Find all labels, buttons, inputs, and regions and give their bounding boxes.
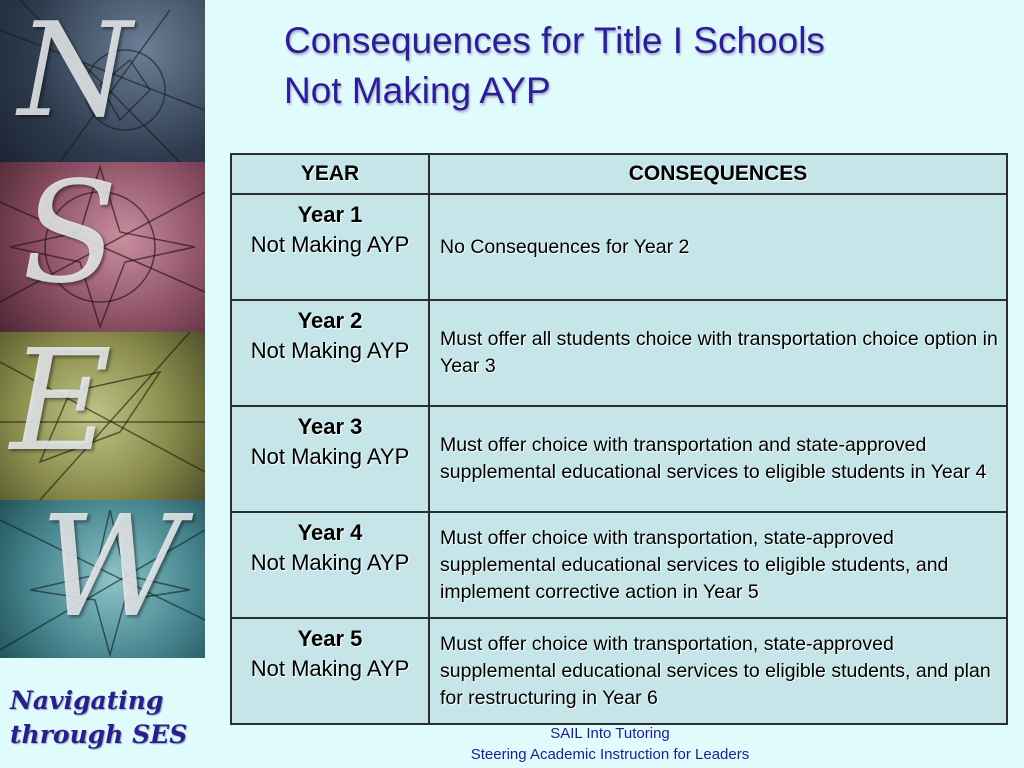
- header-consequences: CONSEQUENCES: [429, 154, 1007, 194]
- table-row: [231, 512, 1007, 618]
- year-cell: [231, 618, 429, 724]
- letter-n: N: [18, 0, 132, 146]
- title-line-1: Consequences for Title I Schools: [284, 20, 825, 61]
- compass-strip: [0, 0, 205, 658]
- footer: [400, 723, 820, 765]
- year-status: Not Making AYP: [250, 444, 410, 469]
- year-label: Year 5: [297, 626, 363, 651]
- compass-panel-north: [0, 0, 205, 162]
- year-label: Year 4: [297, 520, 363, 545]
- consequences-table: [230, 153, 1008, 725]
- year-cell: [231, 300, 429, 406]
- consequence-cell: Must offer choice with transportation, state-approved supplemental educational services to eligible students, and plan for restructuring in Year 6: [429, 618, 1007, 724]
- table-row: [231, 194, 1007, 300]
- letter-s: S: [22, 162, 118, 315]
- tagline-line-1: Navigating: [10, 686, 164, 715]
- year-status: Not Making AYP: [250, 338, 410, 363]
- header-year: YEAR: [231, 154, 429, 194]
- compass-panel-east: [0, 332, 205, 500]
- letter-w: W: [40, 500, 184, 649]
- tagline: [10, 684, 200, 752]
- compass-panel-west: [0, 500, 205, 658]
- consequence-cell: Must offer all students choice with transportation choice option in Year 3: [429, 300, 1007, 406]
- table-row: [231, 618, 1007, 724]
- letter-e: E: [10, 332, 113, 483]
- consequence-cell: No Consequences for Year 2: [429, 194, 1007, 300]
- year-label: Year 1: [297, 202, 363, 227]
- tagline-line-2: through SES: [10, 720, 188, 749]
- footer-line-2: Steering Academic Instruction for Leaders: [470, 746, 750, 763]
- page-title: [284, 16, 1004, 116]
- consequence-cell: Must offer choice with transportation and state-approved supplemental educational services to eligible students in Year 4: [429, 406, 1007, 512]
- year-label: Year 2: [297, 308, 363, 333]
- year-cell: [231, 512, 429, 618]
- table-row: [231, 406, 1007, 512]
- table-row: [231, 300, 1007, 406]
- footer-line-1: SAIL Into Tutoring: [550, 725, 670, 742]
- year-label: Year 3: [297, 414, 363, 439]
- year-cell: [231, 194, 429, 300]
- compass-panel-south: [0, 162, 205, 332]
- consequence-cell: Must offer choice with transportation, state-approved supplemental educational services to eligible students, and implement corrective action in Year 5: [429, 512, 1007, 618]
- table-header-row: [231, 154, 1007, 194]
- title-line-2: Not Making AYP: [284, 70, 551, 111]
- year-status: Not Making AYP: [250, 232, 410, 257]
- year-status: Not Making AYP: [250, 656, 410, 681]
- year-cell: [231, 406, 429, 512]
- year-status: Not Making AYP: [250, 550, 410, 575]
